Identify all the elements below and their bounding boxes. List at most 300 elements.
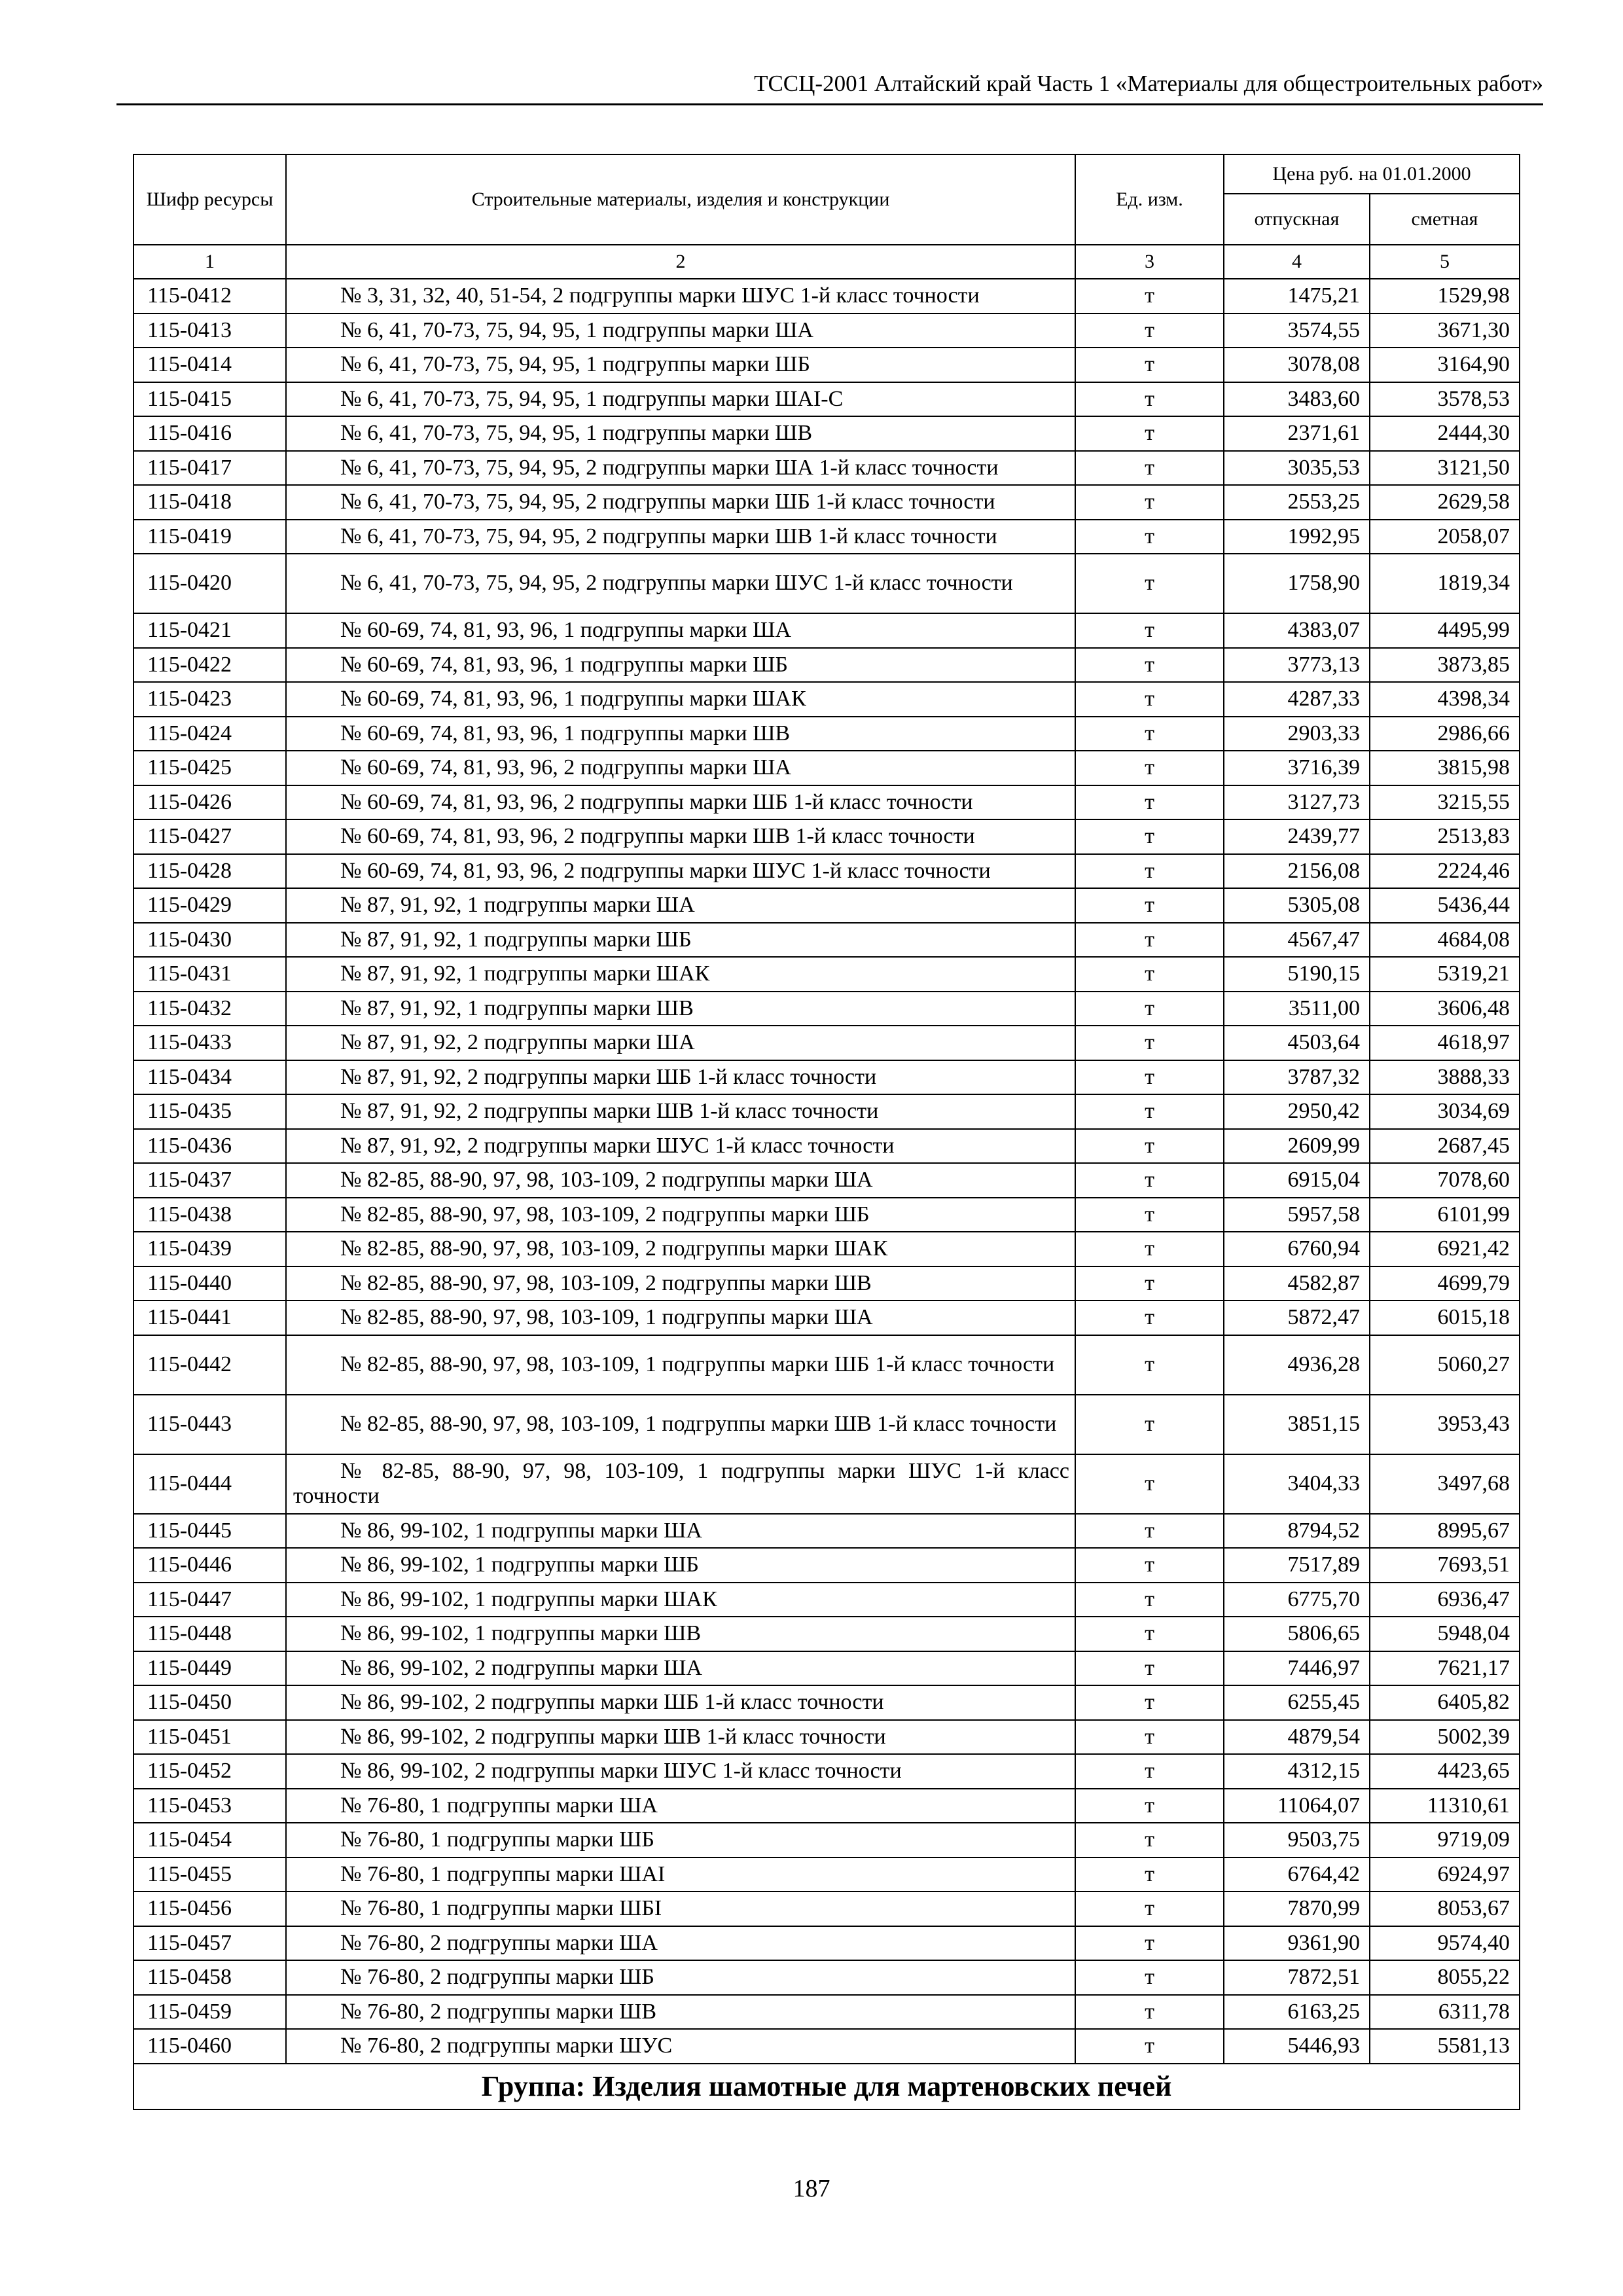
unit-cell: т xyxy=(1075,819,1224,854)
release-price-cell: 4567,47 xyxy=(1224,923,1370,958)
unit-cell: т xyxy=(1075,1789,1224,1823)
release-price-cell: 3404,33 xyxy=(1224,1454,1370,1514)
estimate-price-cell: 5060,27 xyxy=(1370,1335,1520,1395)
estimate-price-cell: 2444,30 xyxy=(1370,416,1520,451)
resource-code-cell: 115-0443 xyxy=(134,1395,286,1454)
estimate-price-cell: 5436,44 xyxy=(1370,888,1520,923)
release-price-cell: 8794,52 xyxy=(1224,1514,1370,1549)
material-name-cell: № 60-69, 74, 81, 93, 96, 2 подгруппы марки ША xyxy=(286,751,1075,785)
resource-code-cell: 115-0456 xyxy=(134,1892,286,1926)
release-price-cell: 2903,33 xyxy=(1224,717,1370,751)
table-row xyxy=(134,613,1520,648)
unit-cell: т xyxy=(1075,648,1224,683)
estimate-price-cell: 3121,50 xyxy=(1370,451,1520,486)
resource-code-cell: 115-0416 xyxy=(134,416,286,451)
estimate-price-cell: 4495,99 xyxy=(1370,613,1520,648)
resource-code-cell: 115-0442 xyxy=(134,1335,286,1395)
table-row xyxy=(134,751,1520,785)
resource-code-cell: 115-0455 xyxy=(134,1857,286,1892)
table-row xyxy=(134,1129,1520,1164)
material-name-cell: № 87, 91, 92, 2 подгруппы марки ШВ 1-й класс точности xyxy=(286,1094,1075,1129)
resource-code-cell: 115-0414 xyxy=(134,348,286,382)
unit-cell: т xyxy=(1075,1960,1224,1995)
release-price-cell: 6764,42 xyxy=(1224,1857,1370,1892)
resource-code-cell: 115-0435 xyxy=(134,1094,286,1129)
resource-code-cell: 115-0448 xyxy=(134,1617,286,1651)
unit-cell: т xyxy=(1075,1060,1224,1095)
release-price-cell: 5872,47 xyxy=(1224,1300,1370,1335)
release-price-cell: 3716,39 xyxy=(1224,751,1370,785)
release-price-cell: 4312,15 xyxy=(1224,1754,1370,1789)
estimate-price-cell: 6405,82 xyxy=(1370,1685,1520,1720)
material-name-cell: № 60-69, 74, 81, 93, 96, 1 подгруппы марки ШВ xyxy=(286,717,1075,751)
table-row xyxy=(134,348,1520,382)
resource-code-cell: 115-0429 xyxy=(134,888,286,923)
estimate-price-cell: 6924,97 xyxy=(1370,1857,1520,1892)
unit-cell: т xyxy=(1075,1129,1224,1164)
material-name-cell: № 82-85, 88-90, 97, 98, 103-109, 2 подгруппы марки ШБ xyxy=(286,1198,1075,1232)
unit-cell: т xyxy=(1075,2029,1224,2064)
estimate-price-cell: 1819,34 xyxy=(1370,554,1520,613)
release-price-cell: 5806,65 xyxy=(1224,1617,1370,1651)
estimate-price-cell: 4398,34 xyxy=(1370,682,1520,717)
release-price-cell: 5190,15 xyxy=(1224,957,1370,992)
estimate-price-cell: 6311,78 xyxy=(1370,1995,1520,2030)
resource-code-cell: 115-0428 xyxy=(134,854,286,889)
table-row xyxy=(134,992,1520,1026)
material-name-cell: № 82-85, 88-90, 97, 98, 103-109, 1 подгруппы марки ШУС 1-й класс точности xyxy=(286,1454,1075,1514)
table-row xyxy=(134,888,1520,923)
estimate-price-cell: 7693,51 xyxy=(1370,1548,1520,1583)
resource-code-cell: 115-0425 xyxy=(134,751,286,785)
table-row xyxy=(134,1548,1520,1583)
resource-code-cell: 115-0421 xyxy=(134,613,286,648)
estimate-price-cell: 3578,53 xyxy=(1370,382,1520,417)
release-price-cell: 2553,25 xyxy=(1224,485,1370,520)
material-name-cell: № 6, 41, 70-73, 75, 94, 95, 2 подгруппы марки ШБ 1-й класс точности xyxy=(286,485,1075,520)
table-row xyxy=(134,1651,1520,1686)
material-name-cell: № 86, 99-102, 2 подгруппы марки ША xyxy=(286,1651,1075,1686)
material-name-cell: № 82-85, 88-90, 97, 98, 103-109, 1 подгруппы марки ШВ 1-й класс точности xyxy=(286,1395,1075,1454)
release-price-cell: 11064,07 xyxy=(1224,1789,1370,1823)
table-row xyxy=(134,1198,1520,1232)
unit-cell: т xyxy=(1075,1232,1224,1266)
column-number: 1 xyxy=(134,245,286,279)
release-price-cell: 3511,00 xyxy=(1224,992,1370,1026)
estimate-price-cell: 2986,66 xyxy=(1370,717,1520,751)
estimate-price-cell: 3606,48 xyxy=(1370,992,1520,1026)
unit-cell: т xyxy=(1075,1266,1224,1301)
table-row xyxy=(134,1720,1520,1755)
resource-code-cell: 115-0449 xyxy=(134,1651,286,1686)
material-name-cell: № 86, 99-102, 2 подгруппы марки ШБ 1-й класс точности xyxy=(286,1685,1075,1720)
release-price-cell: 7870,99 xyxy=(1224,1892,1370,1926)
material-name-cell: № 76-80, 1 подгруппы марки ША xyxy=(286,1789,1075,1823)
estimate-price-cell: 9719,09 xyxy=(1370,1823,1520,1857)
release-price-cell: 3127,73 xyxy=(1224,785,1370,820)
group-title: Группа: Изделия шамотные для мартеновских печей xyxy=(134,2064,1520,2109)
material-name-cell: № 6, 41, 70-73, 75, 94, 95, 2 подгруппы марки ШВ 1-й класс точности xyxy=(286,520,1075,554)
material-name-cell: № 76-80, 1 подгруппы марки ШБ xyxy=(286,1823,1075,1857)
release-price-cell: 4879,54 xyxy=(1224,1720,1370,1755)
release-price-cell: 3851,15 xyxy=(1224,1395,1370,1454)
resource-code-cell: 115-0412 xyxy=(134,279,286,314)
table-row xyxy=(134,554,1520,613)
column-header-price-group: Цена руб. на 01.01.2000 xyxy=(1224,154,1520,194)
column-number: 4 xyxy=(1224,245,1370,279)
unit-cell: т xyxy=(1075,1754,1224,1789)
table-row xyxy=(134,1266,1520,1301)
estimate-price-cell: 2224,46 xyxy=(1370,854,1520,889)
material-name-cell: № 86, 99-102, 2 подгруппы марки ШВ 1-й класс точности xyxy=(286,1720,1075,1755)
estimate-price-cell: 3671,30 xyxy=(1370,314,1520,348)
estimate-price-cell: 3034,69 xyxy=(1370,1094,1520,1129)
estimate-price-cell: 8053,67 xyxy=(1370,1892,1520,1926)
unit-cell: т xyxy=(1075,1163,1224,1198)
header-divider xyxy=(116,103,1543,105)
estimate-price-cell: 5319,21 xyxy=(1370,957,1520,992)
resource-code-cell: 115-0437 xyxy=(134,1163,286,1198)
estimate-price-cell: 5581,13 xyxy=(1370,2029,1520,2064)
unit-cell: т xyxy=(1075,613,1224,648)
table-row xyxy=(134,1094,1520,1129)
estimate-price-cell: 11310,61 xyxy=(1370,1789,1520,1823)
release-price-cell: 1758,90 xyxy=(1224,554,1370,613)
unit-cell: т xyxy=(1075,1857,1224,1892)
resource-code-cell: 115-0458 xyxy=(134,1960,286,1995)
release-price-cell: 4582,87 xyxy=(1224,1266,1370,1301)
resource-code-cell: 115-0436 xyxy=(134,1129,286,1164)
release-price-cell: 6163,25 xyxy=(1224,1995,1370,2030)
price-table-container xyxy=(133,154,1519,2110)
release-price-cell: 5446,93 xyxy=(1224,2029,1370,2064)
table-row xyxy=(134,485,1520,520)
material-name-cell: № 86, 99-102, 1 подгруппы марки ШАК xyxy=(286,1583,1075,1617)
material-name-cell: № 87, 91, 92, 2 подгруппы марки ШБ 1-й класс точности xyxy=(286,1060,1075,1095)
material-name-cell: № 76-80, 2 подгруппы марки ШВ xyxy=(286,1995,1075,2030)
estimate-price-cell: 6936,47 xyxy=(1370,1583,1520,1617)
material-name-cell: № 76-80, 2 подгруппы марки ШБ xyxy=(286,1960,1075,1995)
estimate-price-cell: 4699,79 xyxy=(1370,1266,1520,1301)
unit-cell: т xyxy=(1075,1685,1224,1720)
table-row xyxy=(134,785,1520,820)
table-row xyxy=(134,1685,1520,1720)
release-price-cell: 3787,32 xyxy=(1224,1060,1370,1095)
resource-code-cell: 115-0460 xyxy=(134,2029,286,2064)
estimate-price-cell: 2629,58 xyxy=(1370,485,1520,520)
table-row xyxy=(134,1514,1520,1549)
resource-code-cell: 115-0439 xyxy=(134,1232,286,1266)
resource-code-cell: 115-0446 xyxy=(134,1548,286,1583)
release-price-cell: 1475,21 xyxy=(1224,279,1370,314)
resource-code-cell: 115-0417 xyxy=(134,451,286,486)
estimate-price-cell: 7078,60 xyxy=(1370,1163,1520,1198)
estimate-price-cell: 4618,97 xyxy=(1370,1026,1520,1060)
estimate-price-cell: 6921,42 xyxy=(1370,1232,1520,1266)
resource-code-cell: 115-0451 xyxy=(134,1720,286,1755)
unit-cell: т xyxy=(1075,1720,1224,1755)
unit-cell: т xyxy=(1075,992,1224,1026)
table-row xyxy=(134,1857,1520,1892)
resource-code-cell: 115-0457 xyxy=(134,1926,286,1961)
resource-code-cell: 115-0453 xyxy=(134,1789,286,1823)
resource-code-cell: 115-0423 xyxy=(134,682,286,717)
unit-cell: т xyxy=(1075,1583,1224,1617)
release-price-cell: 7872,51 xyxy=(1224,1960,1370,1995)
table-row xyxy=(134,1892,1520,1926)
table-row xyxy=(134,682,1520,717)
unit-cell: т xyxy=(1075,717,1224,751)
material-name-cell: № 82-85, 88-90, 97, 98, 103-109, 2 подгруппы марки ШВ xyxy=(286,1266,1075,1301)
material-name-cell: № 60-69, 74, 81, 93, 96, 1 подгруппы марки ША xyxy=(286,613,1075,648)
table-row xyxy=(134,314,1520,348)
resource-code-cell: 115-0454 xyxy=(134,1823,286,1857)
material-name-cell: № 76-80, 2 подгруппы марки ШУС xyxy=(286,2029,1075,2064)
resource-code-cell: 115-0422 xyxy=(134,648,286,683)
release-price-cell: 6915,04 xyxy=(1224,1163,1370,1198)
estimate-price-cell: 5002,39 xyxy=(1370,1720,1520,1755)
estimate-price-cell: 3888,33 xyxy=(1370,1060,1520,1095)
material-name-cell: № 76-80, 2 подгруппы марки ША xyxy=(286,1926,1075,1961)
release-price-cell: 3574,55 xyxy=(1224,314,1370,348)
resource-code-cell: 115-0459 xyxy=(134,1995,286,2030)
table-row xyxy=(134,1335,1520,1395)
unit-cell: т xyxy=(1075,520,1224,554)
material-name-cell: № 87, 91, 92, 1 подгруппы марки ШАК xyxy=(286,957,1075,992)
material-name-cell: № 6, 41, 70-73, 75, 94, 95, 1 подгруппы марки ШБ xyxy=(286,348,1075,382)
table-row xyxy=(134,1754,1520,1789)
table-row xyxy=(134,1026,1520,1060)
estimate-price-cell: 4684,08 xyxy=(1370,923,1520,958)
resource-code-cell: 115-0447 xyxy=(134,1583,286,1617)
table-row xyxy=(134,1232,1520,1266)
unit-cell: т xyxy=(1075,485,1224,520)
resource-code-cell: 115-0426 xyxy=(134,785,286,820)
column-header-estimate-price: сметная xyxy=(1370,194,1520,245)
table-row xyxy=(134,1583,1520,1617)
unit-cell: т xyxy=(1075,1198,1224,1232)
column-number: 2 xyxy=(286,245,1075,279)
unit-cell: т xyxy=(1075,854,1224,889)
release-price-cell: 3035,53 xyxy=(1224,451,1370,486)
estimate-price-cell: 4423,65 xyxy=(1370,1754,1520,1789)
estimate-price-cell: 2687,45 xyxy=(1370,1129,1520,1164)
material-name-cell: № 87, 91, 92, 1 подгруппы марки ШБ xyxy=(286,923,1075,958)
table-row xyxy=(134,1454,1520,1514)
table-row xyxy=(134,1163,1520,1198)
unit-cell: т xyxy=(1075,1454,1224,1514)
estimate-price-cell: 5948,04 xyxy=(1370,1617,1520,1651)
resource-code-cell: 115-0413 xyxy=(134,314,286,348)
release-price-cell: 4383,07 xyxy=(1224,613,1370,648)
column-header-unit: Ед. изм. xyxy=(1075,154,1224,245)
release-price-cell: 3773,13 xyxy=(1224,648,1370,683)
resource-code-cell: 115-0440 xyxy=(134,1266,286,1301)
release-price-cell: 5305,08 xyxy=(1224,888,1370,923)
resource-code-cell: 115-0438 xyxy=(134,1198,286,1232)
table-row xyxy=(134,854,1520,889)
unit-cell: т xyxy=(1075,451,1224,486)
release-price-cell: 2950,42 xyxy=(1224,1094,1370,1129)
resource-code-cell: 115-0420 xyxy=(134,554,286,613)
table-row xyxy=(134,717,1520,751)
unit-cell: т xyxy=(1075,279,1224,314)
material-name-cell: № 82-85, 88-90, 97, 98, 103-109, 1 подгруппы марки ШБ 1-й класс точности xyxy=(286,1335,1075,1395)
release-price-cell: 1992,95 xyxy=(1224,520,1370,554)
material-name-cell: № 60-69, 74, 81, 93, 96, 2 подгруппы марки ШВ 1-й класс точности xyxy=(286,819,1075,854)
table-body xyxy=(134,279,1520,2064)
table-row xyxy=(134,1300,1520,1335)
material-name-cell: № 6, 41, 70-73, 75, 94, 95, 1 подгруппы марки ШВ xyxy=(286,416,1075,451)
material-name-cell: № 87, 91, 92, 1 подгруппы марки ША xyxy=(286,888,1075,923)
resource-code-cell: 115-0424 xyxy=(134,717,286,751)
resource-code-cell: 115-0419 xyxy=(134,520,286,554)
unit-cell: т xyxy=(1075,682,1224,717)
release-price-cell: 2439,77 xyxy=(1224,819,1370,854)
unit-cell: т xyxy=(1075,382,1224,417)
material-name-cell: № 86, 99-102, 2 подгруппы марки ШУС 1-й класс точности xyxy=(286,1754,1075,1789)
resource-code-cell: 115-0415 xyxy=(134,382,286,417)
release-price-cell: 9503,75 xyxy=(1224,1823,1370,1857)
release-price-cell: 6255,45 xyxy=(1224,1685,1370,1720)
release-price-cell: 2371,61 xyxy=(1224,416,1370,451)
table-row xyxy=(134,520,1520,554)
estimate-price-cell: 3953,43 xyxy=(1370,1395,1520,1454)
unit-cell: т xyxy=(1075,1823,1224,1857)
resource-code-cell: 115-0430 xyxy=(134,923,286,958)
column-header-name: Строительные материалы, изделия и конструкции xyxy=(286,154,1075,245)
release-price-cell: 6760,94 xyxy=(1224,1232,1370,1266)
unit-cell: т xyxy=(1075,888,1224,923)
unit-cell: т xyxy=(1075,416,1224,451)
unit-cell: т xyxy=(1075,1617,1224,1651)
material-name-cell: № 76-80, 1 подгруппы марки ШБI xyxy=(286,1892,1075,1926)
resource-code-cell: 115-0432 xyxy=(134,992,286,1026)
column-header-code: Шифр ресурсы xyxy=(134,154,286,245)
material-name-cell: № 6, 41, 70-73, 75, 94, 95, 1 подгруппы марки ША xyxy=(286,314,1075,348)
resource-code-cell: 115-0452 xyxy=(134,1754,286,1789)
material-name-cell: № 87, 91, 92, 1 подгруппы марки ШВ xyxy=(286,992,1075,1026)
price-table xyxy=(133,154,1520,2110)
estimate-price-cell: 6015,18 xyxy=(1370,1300,1520,1335)
release-price-cell: 4503,64 xyxy=(1224,1026,1370,1060)
table-row xyxy=(134,382,1520,417)
column-header-release-price: отпускная xyxy=(1224,194,1370,245)
release-price-cell: 4287,33 xyxy=(1224,682,1370,717)
resource-code-cell: 115-0445 xyxy=(134,1514,286,1549)
material-name-cell: № 60-69, 74, 81, 93, 96, 1 подгруппы марки ШАК xyxy=(286,682,1075,717)
material-name-cell: № 6, 41, 70-73, 75, 94, 95, 2 подгруппы марки ШУС 1-й класс точности xyxy=(286,554,1075,613)
release-price-cell: 7517,89 xyxy=(1224,1548,1370,1583)
unit-cell: т xyxy=(1075,1300,1224,1335)
unit-cell: т xyxy=(1075,1094,1224,1129)
estimate-price-cell: 6101,99 xyxy=(1370,1198,1520,1232)
release-price-cell: 9361,90 xyxy=(1224,1926,1370,1961)
unit-cell: т xyxy=(1075,554,1224,613)
table-row xyxy=(134,1926,1520,1961)
table-row xyxy=(134,1960,1520,1995)
release-price-cell: 6775,70 xyxy=(1224,1583,1370,1617)
resource-code-cell: 115-0441 xyxy=(134,1300,286,1335)
table-row xyxy=(134,1617,1520,1651)
column-number: 5 xyxy=(1370,245,1520,279)
unit-cell: т xyxy=(1075,348,1224,382)
resource-code-cell: 115-0444 xyxy=(134,1454,286,1514)
unit-cell: т xyxy=(1075,1514,1224,1549)
estimate-price-cell: 8055,22 xyxy=(1370,1960,1520,1995)
release-price-cell: 2156,08 xyxy=(1224,854,1370,889)
material-name-cell: № 82-85, 88-90, 97, 98, 103-109, 2 подгруппы марки ША xyxy=(286,1163,1075,1198)
unit-cell: т xyxy=(1075,1651,1224,1686)
material-name-cell: № 76-80, 1 подгруппы марки ШАI xyxy=(286,1857,1075,1892)
table-row xyxy=(134,819,1520,854)
material-name-cell: № 86, 99-102, 1 подгруппы марки ШБ xyxy=(286,1548,1075,1583)
release-price-cell: 5957,58 xyxy=(1224,1198,1370,1232)
table-row xyxy=(134,2029,1520,2064)
material-name-cell: № 60-69, 74, 81, 93, 96, 2 подгруппы марки ШУС 1-й класс точности xyxy=(286,854,1075,889)
unit-cell: т xyxy=(1075,1892,1224,1926)
estimate-price-cell: 2513,83 xyxy=(1370,819,1520,854)
page-number: 187 xyxy=(793,2175,830,2202)
column-number: 3 xyxy=(1075,245,1224,279)
resource-code-cell: 115-0450 xyxy=(134,1685,286,1720)
material-name-cell: № 86, 99-102, 1 подгруппы марки ШВ xyxy=(286,1617,1075,1651)
table-row xyxy=(134,279,1520,314)
material-name-cell: № 82-85, 88-90, 97, 98, 103-109, 1 подгруппы марки ША xyxy=(286,1300,1075,1335)
material-name-cell: № 60-69, 74, 81, 93, 96, 1 подгруппы марки ШБ xyxy=(286,648,1075,683)
unit-cell: т xyxy=(1075,785,1224,820)
table-row xyxy=(134,1395,1520,1454)
resource-code-cell: 115-0433 xyxy=(134,1026,286,1060)
estimate-price-cell: 9574,40 xyxy=(1370,1926,1520,1961)
estimate-price-cell: 3873,85 xyxy=(1370,648,1520,683)
table-row xyxy=(134,1823,1520,1857)
unit-cell: т xyxy=(1075,1548,1224,1583)
release-price-cell: 3483,60 xyxy=(1224,382,1370,417)
material-name-cell: № 6, 41, 70-73, 75, 94, 95, 1 подгруппы марки ШАI-С xyxy=(286,382,1075,417)
estimate-price-cell: 2058,07 xyxy=(1370,520,1520,554)
table-row xyxy=(134,1995,1520,2030)
table-row xyxy=(134,648,1520,683)
estimate-price-cell: 3164,90 xyxy=(1370,348,1520,382)
table-row xyxy=(134,957,1520,992)
running-header: ТССЦ-2001 Алтайский край Часть 1 «Материалы для общестроительных работ» xyxy=(754,71,1543,96)
material-name-cell: № 82-85, 88-90, 97, 98, 103-109, 2 подгруппы марки ШАК xyxy=(286,1232,1075,1266)
table-row xyxy=(134,923,1520,958)
unit-cell: т xyxy=(1075,314,1224,348)
resource-code-cell: 115-0431 xyxy=(134,957,286,992)
resource-code-cell: 115-0434 xyxy=(134,1060,286,1095)
unit-cell: т xyxy=(1075,1926,1224,1961)
unit-cell: т xyxy=(1075,1335,1224,1395)
estimate-price-cell: 8995,67 xyxy=(1370,1514,1520,1549)
estimate-price-cell: 3815,98 xyxy=(1370,751,1520,785)
unit-cell: т xyxy=(1075,923,1224,958)
material-name-cell: № 86, 99-102, 1 подгруппы марки ША xyxy=(286,1514,1075,1549)
unit-cell: т xyxy=(1075,957,1224,992)
release-price-cell: 3078,08 xyxy=(1224,348,1370,382)
unit-cell: т xyxy=(1075,751,1224,785)
resource-code-cell: 115-0427 xyxy=(134,819,286,854)
material-name-cell: № 3, 31, 32, 40, 51-54, 2 подгруппы марки ШУС 1-й класс точности xyxy=(286,279,1075,314)
material-name-cell: № 87, 91, 92, 2 подгруппы марки ШУС 1-й класс точности xyxy=(286,1129,1075,1164)
estimate-price-cell: 3215,55 xyxy=(1370,785,1520,820)
material-name-cell: № 87, 91, 92, 2 подгруппы марки ША xyxy=(286,1026,1075,1060)
material-name-cell: № 60-69, 74, 81, 93, 96, 2 подгруппы марки ШБ 1-й класс точности xyxy=(286,785,1075,820)
estimate-price-cell: 3497,68 xyxy=(1370,1454,1520,1514)
table-row xyxy=(134,1060,1520,1095)
table-row xyxy=(134,416,1520,451)
